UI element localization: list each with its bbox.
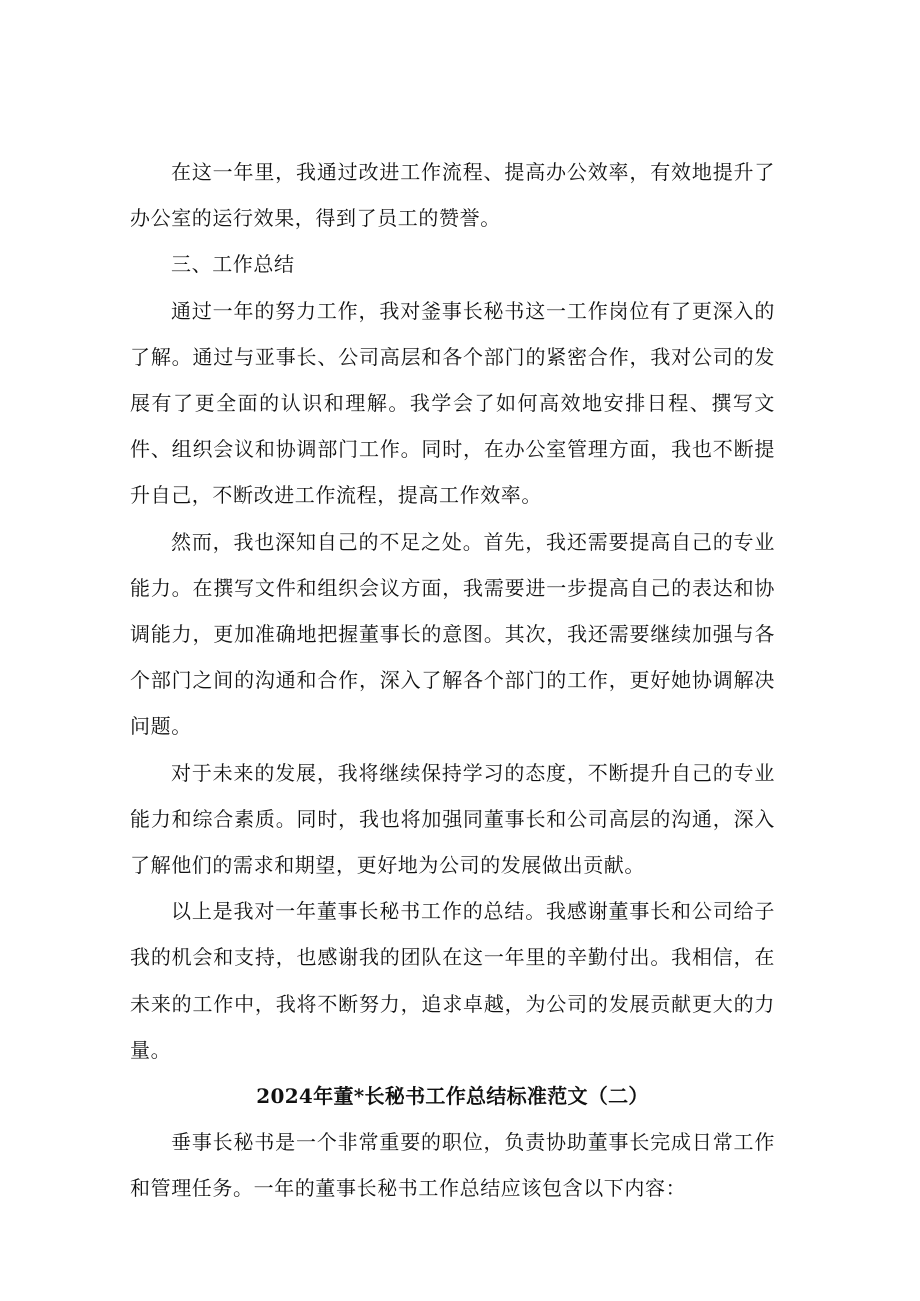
paragraph-office-efficiency: 在这一年里，我通过改进工作流程、提高办公效率，有效地提升了办公室的运行效果，得到了员工的赞誉。 — [130, 160, 775, 231]
paragraph-future: 对于未来的发展，我将继续保持学习的态度，不断提升自己的专业能力和综合素质。同时，我也将加强同董事长和公司高层的沟通，深入了解他们的需求和期望，更好地为公司的发展做出贡献。 — [130, 760, 775, 878]
paragraph-conclusion: 以上是我对一年董事长秘书工作的总结。我感谢董事长和公司给子我的机会和支持，也感谢我的团队在这一年里的辛勤付出。我相信，在未来的工作中，我将不断努力，追求卓越，为公司的发展贡献更大的力量。 — [130, 899, 775, 1062]
paragraph-intro: 垂事长秘书是一个非常重要的职位，负责协助董事长完成日常工作和管理任务。一年的董事长秘书工作总结应该包含以下内容： — [130, 1130, 775, 1201]
paragraph-shortcomings: 然而，我也深知自己的不足之处。首先，我还需要提高自己的专业能力。在撰写文件和组织会议方面，我需要进一步提高自己的表达和协调能力，更加准确地把握董事长的意图。其次，我还需要继续加强与各个部门之间的沟通和合作，深入了解各个部门的工作，更好她协调解决问题。 — [130, 529, 775, 739]
document-title: 2024年董*长秘书工作总结标准范文（二） — [256, 1084, 649, 1109]
document-body — [130, 149, 775, 1212]
paragraph-understanding: 通过一年的努力工作，我对釜事长秘书这一工作岗位有了更深入的了解。通过与亚事长、公司高层和各个部门的紧密合作，我对公司的发展有了更全面的认识和理解。我学会了如何高效地安排日程、撰写文件、组织会议和协调部门工作。同时，在办公室管理方面，我也不断提升自己，不断改进工作流程，提高工作效率。 — [130, 298, 775, 508]
section-heading-work-summary: 三、工作总结 — [171, 252, 295, 277]
